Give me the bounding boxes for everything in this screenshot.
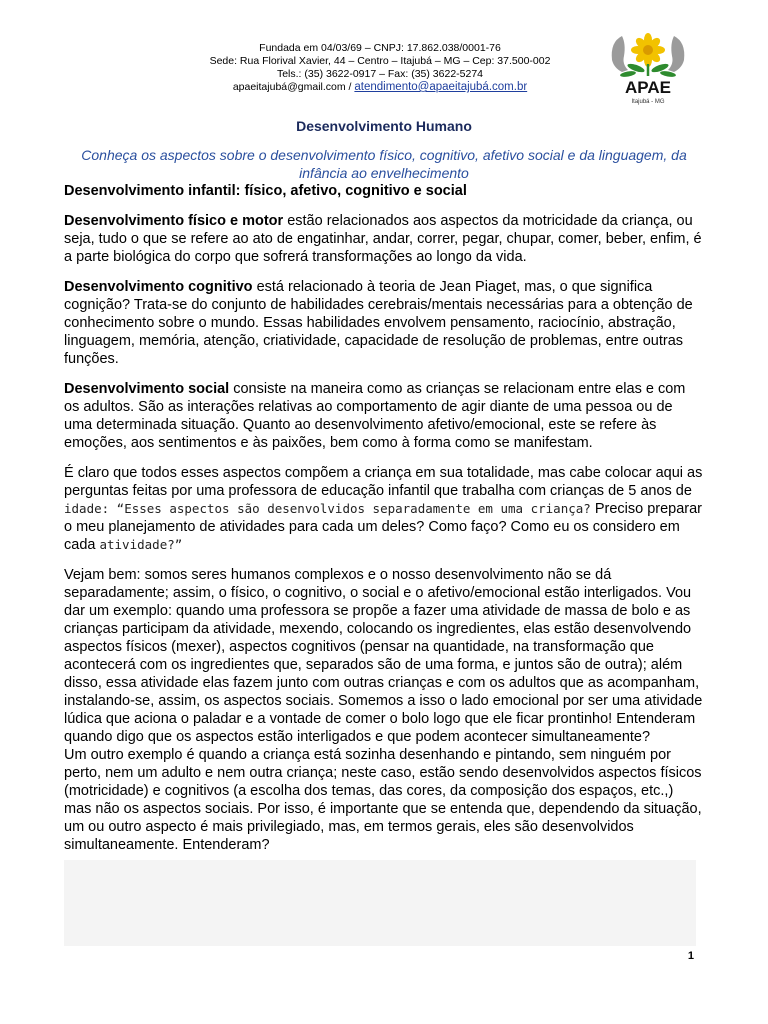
- section-heading: Desenvolvimento infantil: físico, afetivo, cognitivo e social: [64, 183, 467, 199]
- email-plain: apaeitajubá@gmail.com /: [232, 81, 352, 93]
- letterhead: [200, 42, 560, 94]
- paragraph-outro: Um outro exemplo é quando a criança está sozinha desenhando e pintando, sem ninguém por perto, nem um adulto e nem outra criança; neste caso, estão sendo desenvolvidos aspectos físicos (motricidade) e cognitivos (a escolha dos temas, das cores, da composição dos espaços, etc.,) mas não os aspectos sociais. Por isso, é importante que se entenda que, dependendo da situação, um ou outro aspecto é mais privilegiado, mas, em termos gerais, eles são desenvolvidos simultaneamente. Entenderam?: [64, 747, 702, 853]
- paragraph-social: [64, 380, 704, 452]
- document-subtitle: Conheça os aspectos sobre o desenvolvimento físico, cognitivo, afetivo social e da linguagem, da infância ao envelhecimento: [81, 147, 687, 181]
- address-line: Sede: Rua Florival Xavier, 44 – Centro – Itajubá – MG – Cep: 37.500-002: [209, 55, 551, 67]
- paragraph-vejam: Vejam bem: somos seres humanos complexos e o nosso desenvolvimento não se dá separadamente; assim, o físico, o cognitivo, o social e o afetivo/emocional estão interligados. Vou dar um exemplo: quando uma professora se propõe a fazer uma atividade de massa de bolo e as crianças participam da atividade, mexendo, colocando os ingredientes, elas estão desenvolvendo aspectos físicos (mexer), aspectos cognitivos (pensar na quantidade, na transformação que acontecerá com os ingredientes que, separados são de uma forma, e juntos são de outra); além disso, essa atividade elas fazem junto com outras crianças e com os adultos que as acompanham, instalando-se, assim, os aspectos sociais. Somemos a isso o lado emocional por ser uma atividade lúdica que aciona o paladar e a vontade de comer o bolo logo que ele ficar prontinho! Entenderam quando digo que os aspectos estão interligados e que podem acontecer simultaneamente?: [64, 567, 703, 745]
- quote-part-2: atividade?”: [99, 537, 183, 552]
- page-number: 1: [687, 950, 694, 962]
- paragraph-cognitivo: [64, 278, 704, 368]
- apae-logo: [606, 30, 690, 106]
- text-claro-2: Preciso preparar o meu planejamento de atividades para cada um deles? Como faço? Como eu os considero em cada: [64, 501, 703, 553]
- founded-line: Fundada em 04/03/69 – CNPJ: 17.862.038/0001-76: [259, 42, 501, 54]
- text-cognitivo: está relacionado à teoria de Jean Piaget, mas, o que significa cognição? Trata-se do conjunto de habilidades cerebrais/mentais necessárias para a obtenção de conhecimento sobre o mundo. Essas habilidades envolvem pensamento, raciocínio, abstração, linguagem, memória, atenção, criatividade, capacidade de resolução de problemas, entre outras funções.: [64, 279, 693, 367]
- email-link[interactable]: atendimento@apaeitajubá.com.br: [354, 81, 528, 93]
- email-line: [200, 81, 560, 94]
- flower-icon: [620, 33, 677, 78]
- text-social: consiste na maneira como as crianças se relacionam entre elas e com os adultos. São as interações relativas ao comportamento de agir diante de uma pessoa ou de uma determinada situação. Quanto ao desenvolvimento afetivo/emocional, este se refere às emoções, aos sentimentos e às paixões, bem como à forma como se manifestam.: [64, 381, 686, 451]
- paragraph-claro: [64, 464, 704, 554]
- paragraph-fisico: [64, 212, 704, 266]
- document-title: Desenvolvimento Humano: [296, 118, 472, 134]
- lead-fisico: Desenvolvimento físico e motor: [64, 213, 284, 229]
- blank-placeholder-box: [64, 860, 696, 946]
- logo-name: APAE: [625, 78, 671, 97]
- quote-part-1: idade: “Esses aspectos são desenvolvidos separadamente em uma criança?: [64, 501, 591, 516]
- phone-line: Tels.: (35) 3622-0917 – Fax: (35) 3622-5274: [276, 68, 484, 80]
- text-claro: É claro que todos esses aspectos compõem a criança em sua totalidade, mas cabe colocar aqui as perguntas feitas por uma professora de educação infantil que trabalha com crianças de 5 anos de: [64, 465, 703, 499]
- text-fisico: estão relacionados aos aspectos da motricidade da criança, ou seja, tudo o que se refere ao ato de engatinhar, andar, correr, pegar, chupar, comer, beber, enfim, é a parte biológica do corpo que sofrerá transformações ao longo da vida.: [64, 213, 702, 265]
- logo-sub: Itajubá - MG: [631, 99, 665, 105]
- lead-social: Desenvolvimento social: [64, 381, 230, 397]
- document-body: [64, 182, 704, 866]
- lead-cognitivo: Desenvolvimento cognitivo: [64, 279, 253, 295]
